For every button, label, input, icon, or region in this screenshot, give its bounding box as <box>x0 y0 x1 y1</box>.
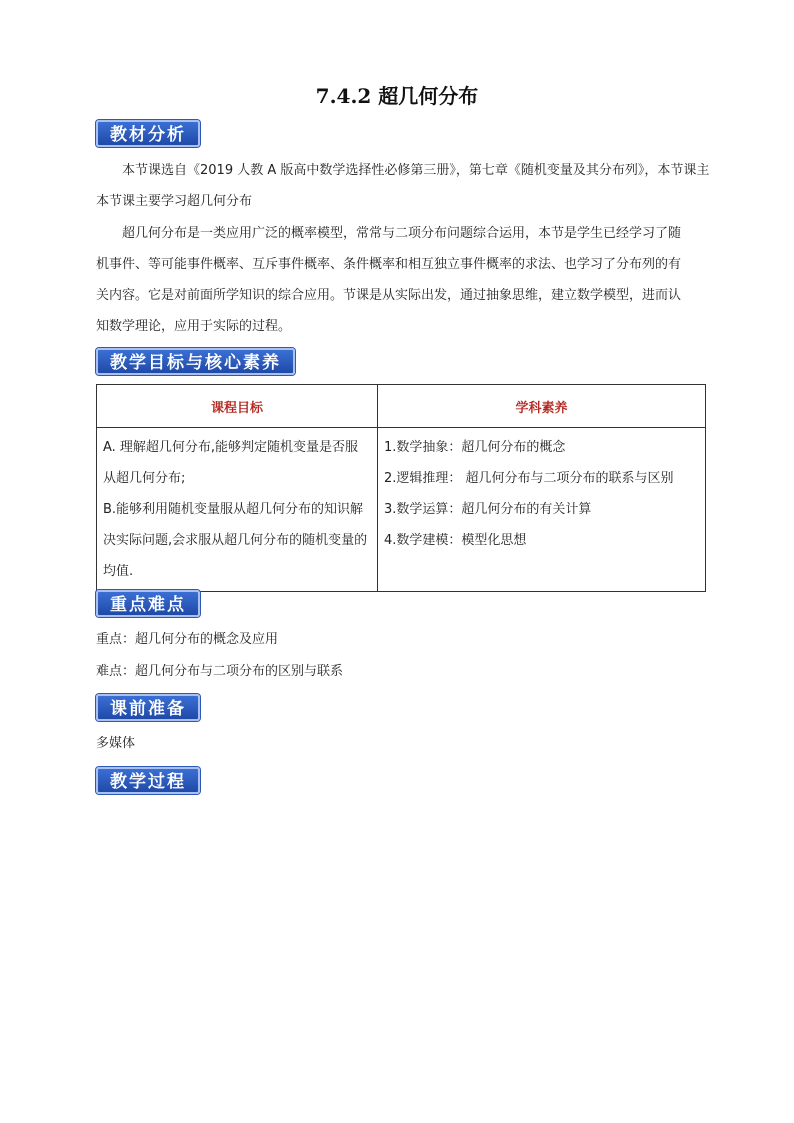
goals-table-header-row <box>97 385 706 428</box>
page-title: 7.4.2 超几何分布 <box>315 84 479 108</box>
goals-table-row <box>97 428 706 592</box>
literacy-item: 2.逻辑推理： 超几何分布与二项分布的联系与区别 <box>384 471 674 486</box>
goals-table <box>96 384 706 592</box>
section-tag-preparation: 课前准备 <box>96 694 200 721</box>
goals-header-literacy: 学科素养 <box>378 385 706 428</box>
goals-header-course: 课程目标 <box>97 385 378 428</box>
literacy-item: 1.数学抽象：超几何分布的概念 <box>384 440 566 455</box>
course-goal-item: B.能够利用随机变量服从超几何分布的知识解决实际问题,会求服从超几何分布的随机变量的均值. <box>103 502 368 579</box>
goals-cell-course <box>97 428 378 592</box>
literacy-item: 3.数学运算：超几何分布的有关计算 <box>384 502 592 517</box>
section-tag-goals: 教学目标与核心素养 <box>96 348 295 375</box>
section-tag-key-points: 重点难点 <box>96 590 200 617</box>
section-tag-analysis: 教材分析 <box>96 120 200 147</box>
key-point-line: 重点：超几何分布的概念及应用 <box>96 632 279 647</box>
course-goal-item: A. 理解超几何分布,能够判定随机变量是否服从超几何分布; <box>103 440 359 486</box>
preparation-text: 多媒体 <box>96 736 136 751</box>
analysis-paragraph-1: 本节课选自《2019 人教 A 版高中数学选择性必修第三册》，第七章《随机变量及其分布列》，本节课主本节课主要学习超几何分布 <box>96 163 710 209</box>
goals-cell-literacy <box>378 428 706 592</box>
literacy-item: 4.数学建模：模型化思想 <box>384 533 527 548</box>
analysis-paragraph-2: 超几何分布是一类应用广泛的概率模型，常常与二项分布问题综合运用，本节是学生已经学习了随机事件、等可能事件概率、互斥事件概率、条件概率和相互独立事件概率的求法、也学习了分布列的有关内容。它是对前面所学知识的综合应用。节课是从实际出发，通过抽象思维，建立数学模型，进而认知数学理论，应用于实际的过程。 <box>96 226 682 334</box>
section-tag-process: 教学过程 <box>96 767 200 794</box>
difficulty-line: 难点：超几何分布与二项分布的区别与联系 <box>96 664 344 679</box>
